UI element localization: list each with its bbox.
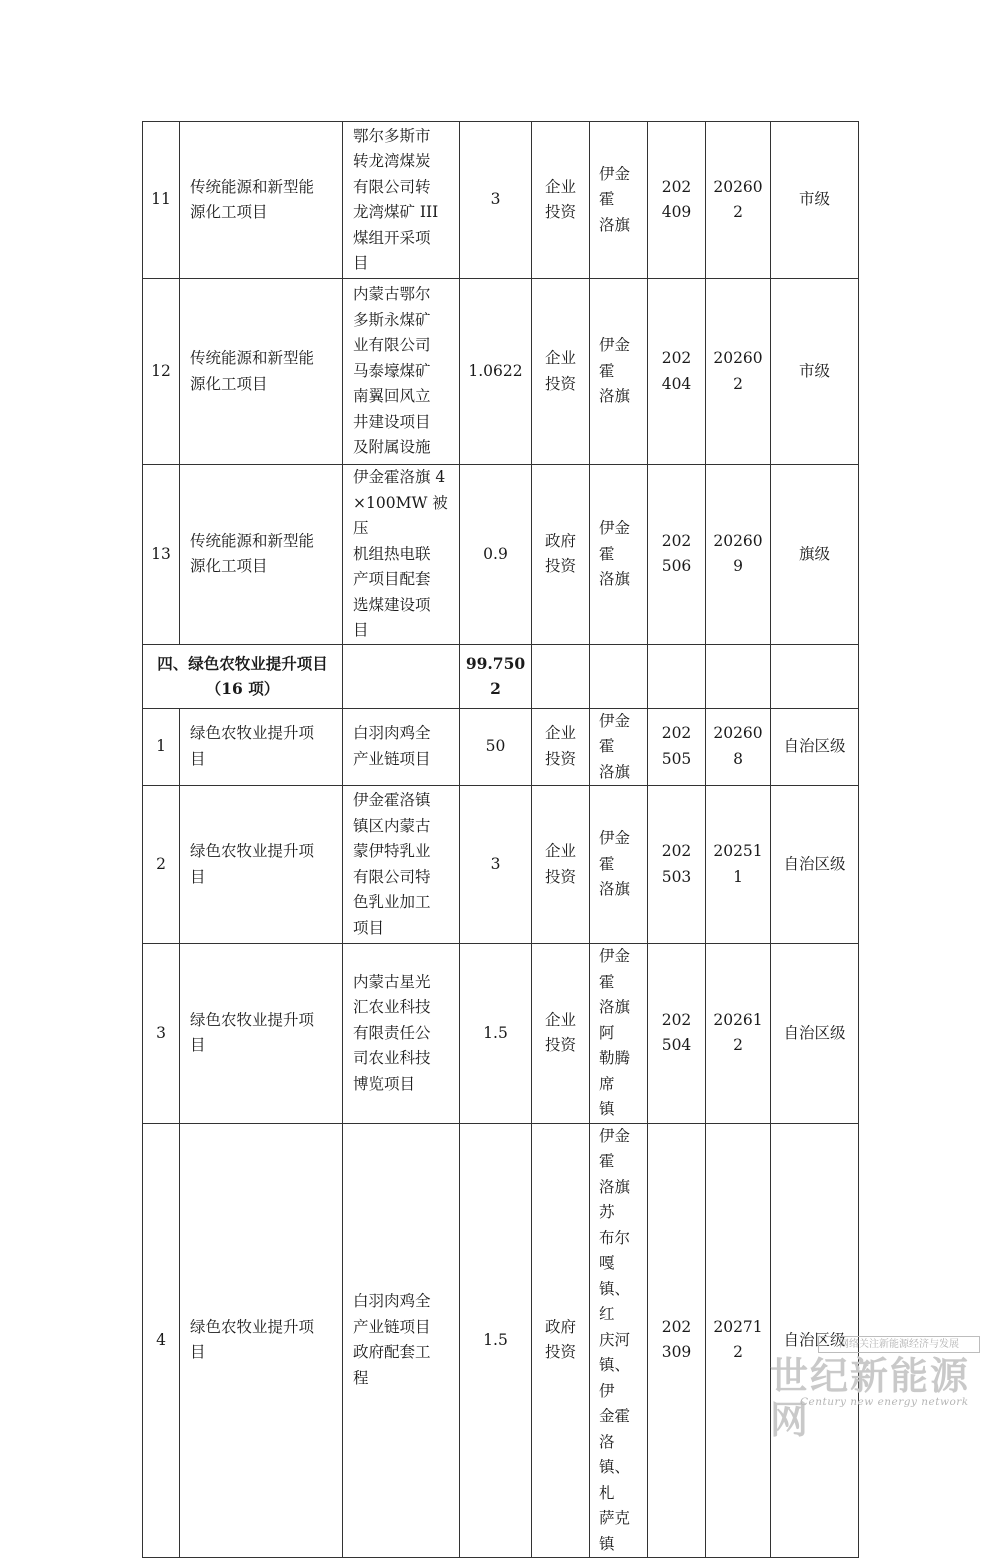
project-location [590, 465, 648, 645]
row-number [143, 1123, 180, 1558]
investment-amount-text: 3 [490, 190, 501, 209]
project-level [771, 122, 859, 279]
end-date [706, 122, 771, 279]
project-level [771, 708, 859, 786]
section-amount: 99.750 2 [460, 644, 532, 708]
end-date [706, 944, 771, 1124]
project-category-text: 绿色农牧业提升项 目 [190, 1317, 315, 1362]
project-name-text: 鄂尔多斯市 转龙湾煤炭 有限公司转 龙湾煤矿 III 煤组开采项 目 [353, 126, 439, 272]
table-row [143, 122, 859, 279]
row-number-text: 3 [156, 1023, 166, 1042]
project-category-text: 绿色农牧业提升项 目 [190, 724, 315, 768]
project-level [771, 279, 859, 465]
empty-cell [771, 644, 859, 708]
start-date [648, 786, 706, 944]
project-location [590, 944, 648, 1124]
project-level-text: 自治区级 [783, 1023, 846, 1042]
start-date-text: 202 505 [661, 724, 692, 768]
project-category [180, 1123, 343, 1558]
investment-type-text: 政府 投资 [544, 531, 576, 576]
investment-amount-text: 1.5 [483, 1330, 508, 1349]
investment-type-text: 企业 投资 [544, 724, 576, 768]
investment-type [532, 786, 590, 944]
end-date [706, 708, 771, 786]
row-number-text: 13 [151, 544, 171, 563]
start-date [648, 708, 706, 786]
project-category-text: 绿色农牧业提升项 目 [190, 842, 315, 886]
end-date-text: 20260 2 [713, 177, 763, 221]
table-row [143, 786, 859, 944]
end-date [706, 786, 771, 944]
end-date [706, 279, 771, 465]
investment-type [532, 1123, 590, 1558]
start-date-text: 202 409 [661, 177, 692, 221]
investment-amount [460, 786, 532, 944]
start-date [648, 122, 706, 279]
empty-cell [706, 644, 771, 708]
project-level-text: 自治区级 [783, 737, 846, 755]
project-level [771, 465, 859, 645]
investment-type [532, 708, 590, 786]
project-location [590, 122, 648, 279]
project-level-text: 自治区级 [783, 854, 846, 873]
start-date-text: 202 404 [661, 349, 692, 393]
row-number [143, 465, 180, 645]
project-location [590, 279, 648, 465]
empty-cell [648, 644, 706, 708]
end-date-text: 20260 2 [713, 349, 763, 393]
end-date-text: 20260 9 [713, 531, 763, 576]
investment-amount [460, 1123, 532, 1558]
end-date-text: 20271 2 [713, 1317, 763, 1362]
project-category-text: 传统能源和新型能 源化工项目 [190, 531, 315, 576]
project-level-text: 市级 [798, 190, 830, 209]
project-category [180, 465, 343, 645]
watermark-logo [770, 1336, 985, 1442]
empty-cell [532, 644, 590, 708]
project-location-text: 伊金霍 洛旗 [599, 519, 631, 588]
project-name [343, 1123, 460, 1558]
investment-type-text: 企业 投资 [544, 1010, 576, 1055]
project-name [343, 279, 460, 465]
row-number-text: 1 [156, 737, 166, 755]
investment-amount-text: 1.0622 [468, 361, 523, 380]
row-number-text: 12 [151, 361, 171, 380]
project-location-text: 伊金霍 洛旗 [599, 829, 631, 899]
project-name [343, 465, 460, 645]
section-header-row [143, 644, 859, 708]
project-level-text: 市级 [798, 361, 830, 380]
row-number [143, 944, 180, 1124]
project-name [343, 122, 460, 279]
investment-amount [460, 708, 532, 786]
project-category [180, 944, 343, 1124]
project-category [180, 122, 343, 279]
start-date [648, 1123, 706, 1558]
project-category [180, 279, 343, 465]
project-location-text: 伊金霍 洛旗阿 勒腾席 镇 [599, 947, 631, 1118]
table-row [143, 279, 859, 465]
investment-type-text: 企业 投资 [544, 842, 576, 886]
project-location [590, 1123, 648, 1558]
project-table [142, 121, 859, 1558]
project-category-text: 传统能源和新型能 源化工项目 [190, 349, 315, 393]
project-category-text: 传统能源和新型能 源化工项目 [190, 177, 315, 221]
project-level-text: 旗级 [798, 544, 830, 563]
table-row [143, 944, 859, 1124]
project-name [343, 708, 460, 786]
start-date-text: 202 309 [661, 1317, 692, 1362]
project-level [771, 944, 859, 1124]
project-name-text: 内蒙古星光 汇农业科技 有限责任公 司农业科技 博览项目 [353, 972, 431, 1093]
start-date-text: 202 506 [661, 531, 692, 576]
end-date [706, 465, 771, 645]
investment-amount [460, 944, 532, 1124]
investment-type-text: 政府 投资 [544, 1317, 576, 1362]
row-number-text: 2 [156, 854, 166, 873]
project-name-text: 白羽肉鸡全 产业链项目 [353, 724, 431, 768]
start-date [648, 465, 706, 645]
project-location-text: 伊金霍 洛旗苏 布尔嘎 镇、红 庆河 镇、伊 金霍洛 镇、札 萨克镇 [599, 1126, 631, 1553]
project-name-text: 内蒙古鄂尔 多斯永煤矿 业有限公司 马泰壕煤矿 南翼回风立 井建设项目 及附属设施 [353, 285, 431, 457]
watermark-title: 世纪新能源网 [770, 1353, 971, 1442]
project-level [771, 786, 859, 944]
end-date-text: 20251 1 [713, 842, 763, 886]
watermark-subtitle: Century new energy network [800, 1396, 969, 1408]
project-category [180, 786, 343, 944]
investment-amount [460, 465, 532, 645]
start-date-text: 202 503 [661, 842, 692, 886]
investment-type-text: 企业 投资 [544, 177, 576, 221]
table-row [143, 708, 859, 786]
project-level-text: 自治区级 [783, 1330, 846, 1349]
row-number [143, 786, 180, 944]
end-date [706, 1123, 771, 1558]
investment-amount [460, 122, 532, 279]
investment-type [532, 944, 590, 1124]
row-number [143, 122, 180, 279]
row-number-text: 4 [156, 1330, 166, 1349]
table-row [143, 1123, 859, 1558]
investment-amount-text: 1.5 [483, 1023, 508, 1042]
investment-amount [460, 279, 532, 465]
empty-cell [590, 644, 648, 708]
table-row [143, 465, 859, 645]
watermark-tagline: 网络关注新能源经济与发展 [818, 1336, 980, 1353]
project-name-text: 白羽肉鸡全 产业链项目 政府配套工 程 [353, 1292, 431, 1387]
start-date [648, 944, 706, 1124]
project-location-text: 伊金霍 洛旗 [599, 336, 631, 406]
project-category-text: 绿色农牧业提升项 目 [190, 1010, 315, 1055]
project-category [180, 708, 343, 786]
investment-amount-text: 3 [490, 854, 501, 873]
project-name-text: 伊金霍洛旗 4 ×100MW 被压 机组热电联 产项目配套 选煤建设项 目 [353, 468, 448, 639]
project-name [343, 786, 460, 944]
project-name-text: 伊金霍洛镇 镇区内蒙古 蒙伊特乳业 有限公司特 色乳业加工 项目 [353, 791, 431, 937]
project-name [343, 944, 460, 1124]
row-number [143, 708, 180, 786]
project-location-text: 伊金霍 洛旗 [599, 711, 631, 781]
section-title: 四、绿色农牧业提升项目 （16 项） [143, 644, 343, 708]
start-date-text: 202 504 [661, 1010, 692, 1055]
start-date [648, 279, 706, 465]
empty-cell [343, 644, 460, 708]
investment-type [532, 465, 590, 645]
investment-amount-text: 0.9 [483, 544, 508, 563]
investment-type-text: 企业 投资 [544, 349, 576, 393]
project-location-text: 伊金霍 洛旗 [599, 164, 631, 234]
row-number [143, 279, 180, 465]
end-date-text: 20260 8 [713, 724, 763, 768]
investment-type [532, 122, 590, 279]
project-location [590, 786, 648, 944]
investment-type [532, 279, 590, 465]
end-date-text: 20261 2 [713, 1010, 763, 1055]
project-location [590, 708, 648, 786]
investment-amount-text: 50 [485, 737, 506, 755]
row-number-text: 11 [151, 190, 171, 209]
